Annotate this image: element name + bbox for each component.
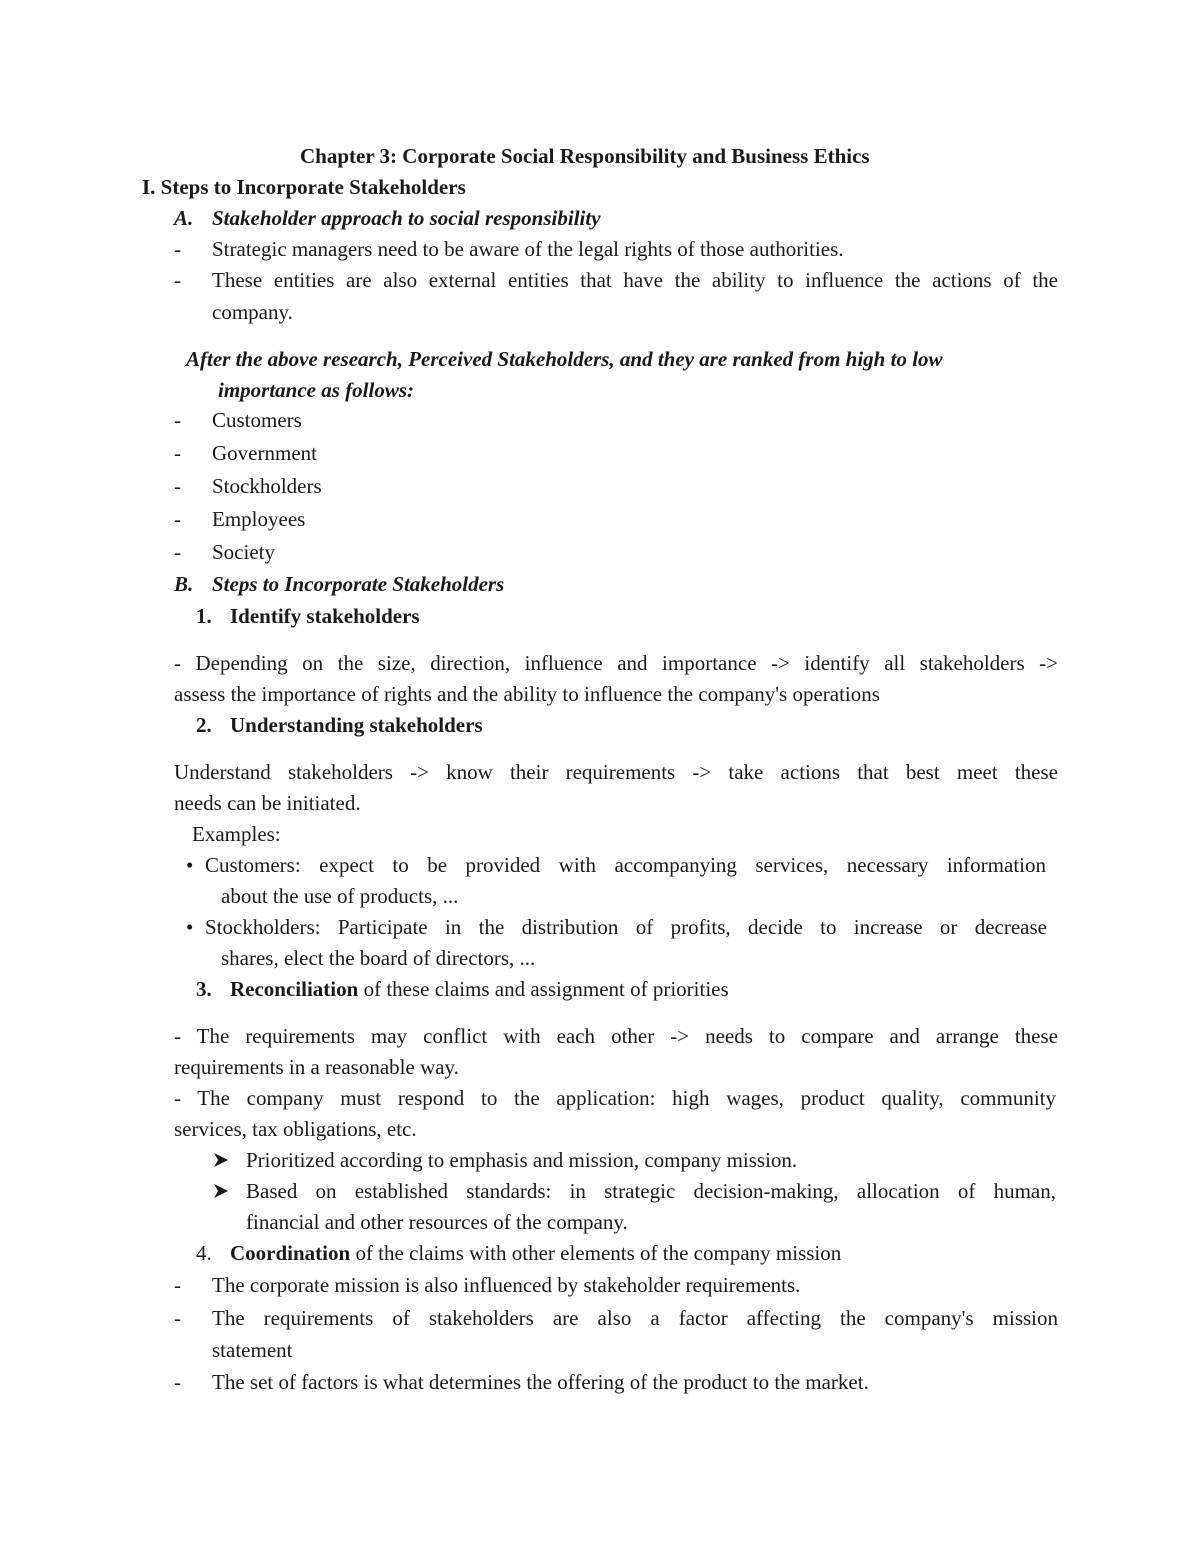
bullet-dash: -	[174, 1273, 181, 1297]
example-customers-line1: Customers: expect to be provided with accompanying services, necessary information	[205, 853, 1046, 877]
step-3-p2-line1: - The company must respond to the application: high wages, product quality, community	[174, 1086, 1056, 1110]
ranking-item: Stockholders	[212, 474, 322, 498]
step-2-text-line2: needs can be initiated.	[174, 791, 361, 815]
ranking-item: Employees	[212, 507, 306, 531]
arrow-bullet-icon	[212, 1176, 230, 1207]
section-heading: I. Steps to Incorporate Stakeholders	[142, 175, 466, 199]
step-3-heading	[230, 974, 729, 1005]
example-stockholders-line1: Stockholders: Participate in the distribution of profits, decide to increase or decrease	[205, 915, 1047, 939]
bullet-dash: -	[174, 408, 181, 432]
example-stockholders-line2: shares, elect the board of directors, ...	[221, 946, 536, 970]
step-4-heading-bold: Coordination	[230, 1241, 351, 1265]
bullet-dash: -	[174, 441, 181, 465]
step-3-arrow-1: Prioritized according to emphasis and mission, company mission.	[246, 1148, 798, 1172]
step-4-bullet-2-cont: statement	[212, 1338, 293, 1362]
bullet-dash: -	[174, 474, 181, 498]
subsection-a-bullet-2-cont: company.	[212, 300, 293, 324]
ranking-heading-line2: importance as follows:	[218, 378, 415, 402]
arrow-bullet-icon	[212, 1145, 230, 1176]
step-3-arrow-2-line1: Based on established standards: in strategic decision-making, allocation of human,	[246, 1179, 1056, 1203]
step-1-text-line1: - Depending on the size, direction, influence and importance -> identify all stakeholders ->	[174, 651, 1058, 675]
step-3-heading-bold: Reconciliation	[230, 977, 359, 1001]
step-4-bullet-3: The set of factors is what determines the offering of the product to the market.	[212, 1370, 869, 1394]
step-4-bullet-2: The requirements of stakeholders are also a factor affecting the company's mission	[212, 1306, 1058, 1330]
ranking-item: Customers	[212, 408, 302, 432]
step-4-heading-rest: of the claims with other elements of the company mission	[350, 1241, 842, 1265]
step-4-bullet-1: The corporate mission is also influenced by stakeholder requirements.	[212, 1273, 801, 1297]
subsection-b-marker: B.	[174, 572, 194, 596]
bullet-dash: -	[174, 1370, 181, 1394]
example-customers-line2: about the use of products, ...	[221, 884, 459, 908]
step-3-p1-line1: - The requirements may conflict with each other -> needs to compare and arrange these	[174, 1024, 1058, 1048]
bullet-dash: -	[174, 268, 181, 292]
bullet-dash: -	[174, 237, 181, 261]
chapter-title: Chapter 3: Corporate Social Responsibility and Business Ethics	[300, 144, 870, 168]
step-2-heading: Understanding stakeholders	[230, 713, 483, 737]
subsection-a-bullet-1: Strategic managers need to be aware of the legal rights of those authorities.	[212, 237, 844, 261]
step-1-heading: Identify stakeholders	[230, 604, 420, 628]
subsection-a-marker: A.	[174, 206, 194, 230]
step-4-heading	[230, 1238, 841, 1269]
step-3-arrow-2-line2: financial and other resources of the company.	[246, 1210, 628, 1234]
step-3-p1-line2: requirements in a reasonable way.	[174, 1055, 459, 1079]
subsection-a-heading: Stakeholder approach to social responsibility	[212, 206, 601, 230]
bullet-dot-icon: •	[186, 853, 194, 877]
subsection-a-bullet-2: These entities are also external entities that have the ability to influence the actions of the	[212, 268, 1058, 292]
ranking-item: Society	[212, 540, 275, 564]
step-1-number: 1.	[196, 604, 212, 628]
examples-label: Examples:	[192, 822, 281, 846]
bullet-dot-icon: •	[186, 915, 194, 939]
ranking-heading-line1: After the above research, Perceived Stakeholders, and they are ranked from high to low	[186, 347, 943, 371]
step-3-heading-rest: of these claims and assignment of priorities	[358, 977, 729, 1001]
bullet-dash: -	[174, 1306, 181, 1330]
step-3-number: 3.	[196, 977, 212, 1001]
step-3-p2-line2: services, tax obligations, etc.	[174, 1117, 417, 1141]
step-2-text-line1: Understand stakeholders -> know their requirements -> take actions that best meet these	[174, 760, 1058, 784]
step-2-number: 2.	[196, 713, 212, 737]
ranking-item: Government	[212, 441, 317, 465]
subsection-b-heading: Steps to Incorporate Stakeholders	[212, 572, 505, 596]
bullet-dash: -	[174, 507, 181, 531]
step-4-number: 4.	[196, 1241, 212, 1265]
bullet-dash: -	[174, 540, 181, 564]
step-1-text-line2: assess the importance of rights and the ability to influence the company's operations	[174, 682, 880, 706]
